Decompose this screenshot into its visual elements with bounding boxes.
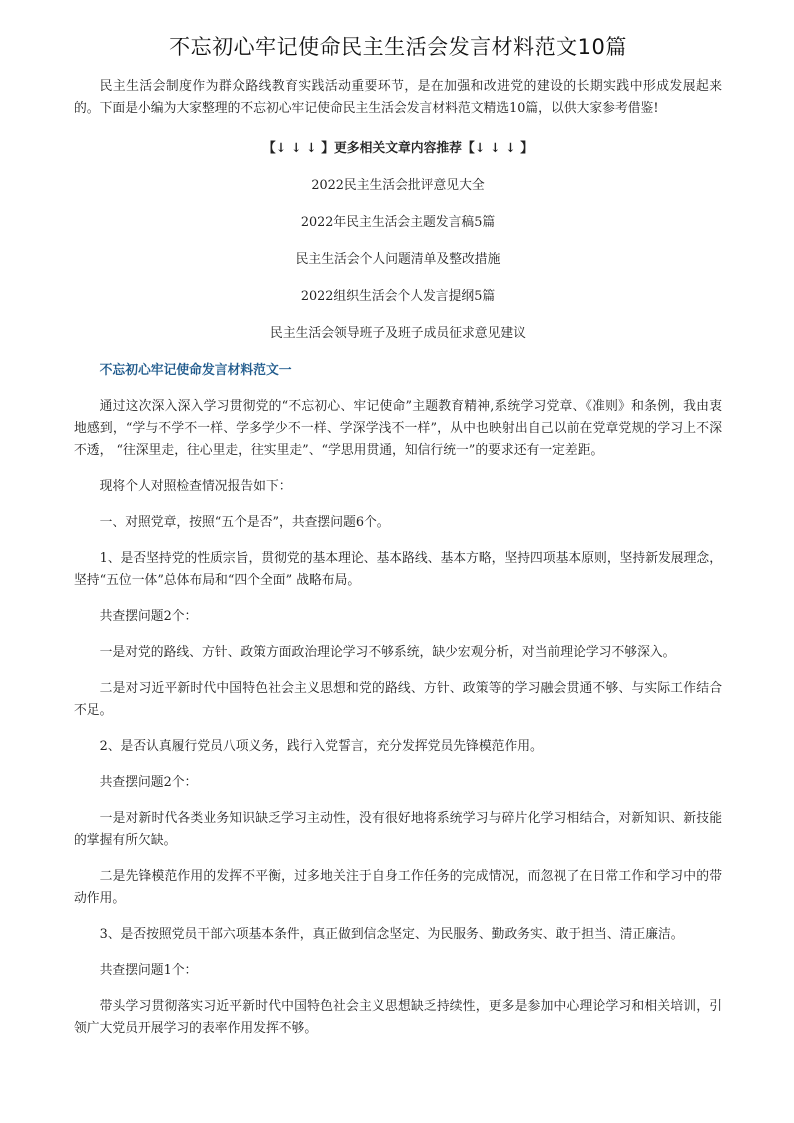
body-paragraph: 二是对习近平新时代中国特色社会主义思想和党的路线、方针、政策等的学习融会贯通不够、与实际工作结合不足。 [74, 681, 722, 718]
body-paragraph: 3、是否按照党员干部六项基本条件，真正做到信念坚定、为民服务、勤政务实、敢于担当、清正廉洁。 [99, 927, 684, 942]
body-paragraph: 2、是否认真履行党员八项义务，践行入党誓言，充分发挥党员先锋模范作用。 [99, 739, 543, 754]
body-paragraph: 一、对照党章，按照“五个是否”，共查摆问题6个。 [99, 515, 390, 530]
related-link-4[interactable]: 2022组织生活会个人发言提纲5篇 [300, 289, 496, 304]
body-paragraph: 共查摆问题1个： [99, 963, 198, 978]
recommend-header: 【↓ ↓ ↓ 】更多相关文章内容推荐【↓ ↓ ↓ 】 [262, 141, 534, 156]
section-heading: 不忘初心牢记使命发言材料范文一 [99, 363, 292, 378]
related-link-2[interactable]: 2022年民主生活会主题发言稿5篇 [300, 215, 496, 230]
body-paragraph: 通过这次深入深入学习贯彻党的“不忘初心、牢记使命”主题教育精神,系统学习党章、《准则》和条例，我由衷地感到，“学与不学不一样、学多学少不一样、学深学浅不一样”，从中也映射出自己以前在党章党规的学习上不深不透， “往深里走，往心里走，往实里走”、“学思用贯通，知信行统一”的要求还有一定差距。 [74, 399, 722, 458]
intro-paragraph: 民主生活会制度作为群众路线教育实践活动重要环节，是在加强和改进党的建设的长期实践中形成发展起来的。下面是小编为大家整理的不忘初心牢记使命民主生活会发言材料范文精选10篇，以供大家参考借鉴! [74, 79, 722, 116]
related-link-1[interactable]: 2022民主生活会批评意见大全 [311, 178, 485, 193]
body-paragraph: 一是对新时代各类业务知识缺乏学习主动性，没有很好地将系统学习与碎片化学习相结合，对新知识、新技能的掌握有所欠缺。 [74, 811, 722, 848]
body-paragraph: 一是对党的路线、方针、政策方面政治理论学习不够系统，缺少宏观分析，对当前理论学习不够深入。 [99, 645, 676, 660]
document-title: 不忘初心牢记使命民主生活会发言材料范文10篇 [169, 35, 627, 59]
body-paragraph: 带头学习贯彻落实习近平新时代中国特色社会主义思想缺乏持续性，更多是参加中心理论学习和相关培训，引领广大党员开展学习的表率作用发挥不够。 [74, 999, 722, 1036]
body-paragraph: 共查摆问题2个： [99, 775, 198, 790]
related-link-3[interactable]: 民主生活会个人问题清单及整改措施 [295, 252, 501, 267]
body-paragraph: 现将个人对照检查情况报告如下： [99, 479, 292, 494]
related-link-5[interactable]: 民主生活会领导班子及班子成员征求意见建议 [270, 326, 526, 341]
body-paragraph: 1、是否坚持党的性质宗旨，贯彻党的基本理论、基本路线、基本方略，坚持四项基本原则，坚持新发展理念，坚持“五位一体”总体布局和“四个全面” 战略布局。 [74, 551, 722, 588]
body-paragraph: 二是先锋模范作用的发挥不平衡，过多地关注于自身工作任务的完成情况，而忽视了在日常工作和学习中的带动作用。 [74, 869, 722, 906]
document-page [74, 32, 722, 1054]
body-paragraph: 共查摆问题2个： [99, 609, 198, 624]
